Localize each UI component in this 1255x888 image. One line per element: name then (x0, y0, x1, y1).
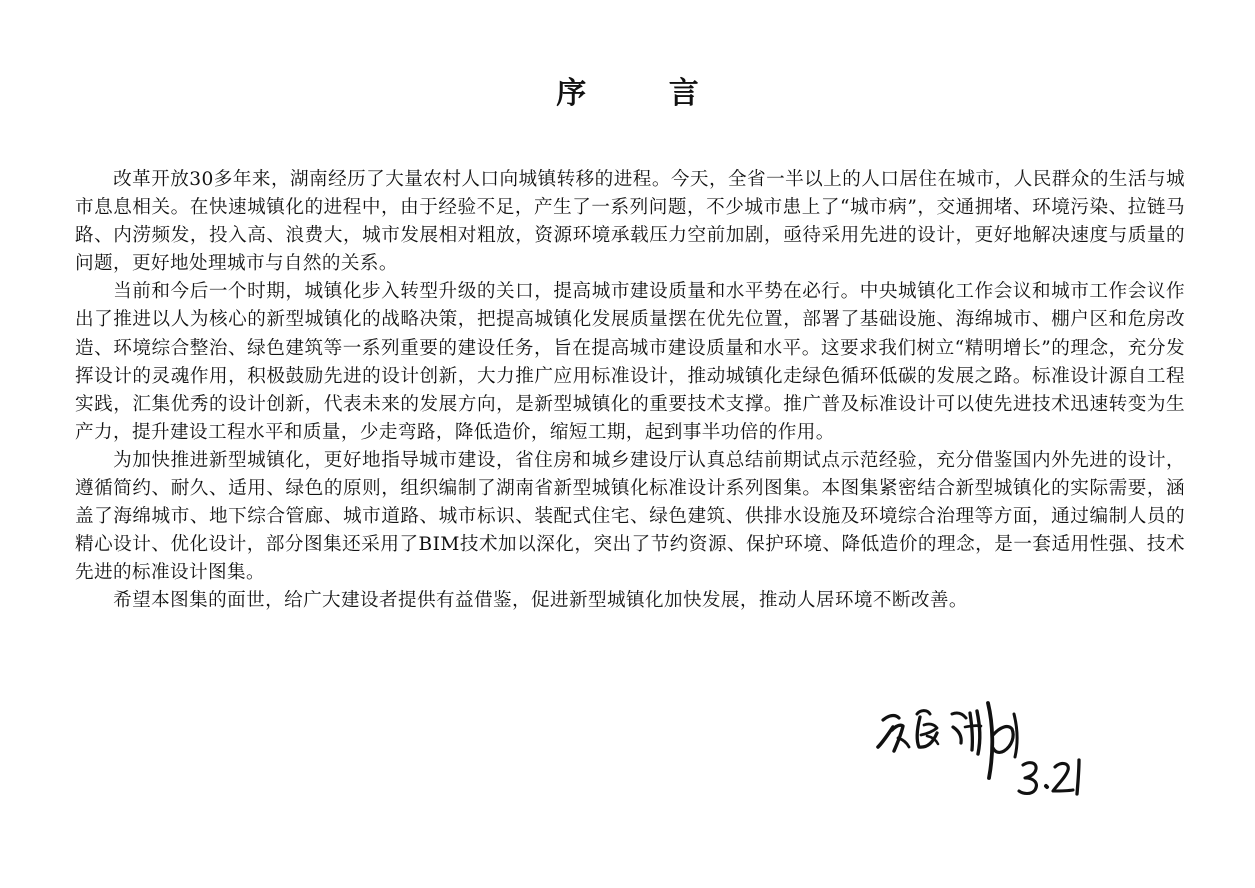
page-title: 序 言 (556, 76, 735, 111)
preface-paragraph-4: 希望本图集的面世，给广大建设者提供有益借鉴，促进新型城镇化加快发展，推动人居环境不断改善。 (113, 590, 968, 612)
preface-paragraph-3: 为加快推进新型城镇化，更好地指导城市建设，省住房和城乡建设厅认真总结前期试点示范经验，充分借鉴国内外先进的设计，遵循简约、耐久、适用、绿色的原则，组织编制了湖南省新型城镇化标准设计系列图集。本图集紧密结合新型城镇化的实际需要，涵盖了海绵城市、地下综合管廊、城市道路、城市标识、装配式住宅、绿色建筑、供排水设施及环境综合治理等方面，通过编制人员的精心设计、优化设计，部分图集还采用了BIM技术加以深化，突出了节约资源、保护环境、降低造价的理念，是一套适用性强、技术先进的标准设计图集。 (75, 449, 1185, 584)
preface-body (75, 166, 1185, 616)
preface-paragraph-2: 当前和今后一个时期，城镇化步入转型升级的关口，提高城市建设质量和水平势在必行。中央城镇化工作会议和城市工作会议作出了推进以人为核心的新型城镇化的战略决策，把提高城镇化发展质量摆在优先位置，部署了基础设施、海绵城市、棚户区和危房改造、环境综合整治、绿色建筑等一系列重要的建设任务，旨在提高城市建设质量和水平。这要求我们树立“精明增长”的理念，充分发挥设计的灵魂作用，积极鼓励先进的设计创新，大力推广应用标准设计，推动城镇化走绿色循环低碳的发展之路。标准设计源自工程实践，汇集优秀的设计创新，代表未来的发展方向，是新型城镇化的重要技术支撑。推广普及标准设计可以使先进技术迅速转变为生产力，提升建设工程水平和质量，少走弯路，降低造价，缩短工期，起到事半功倍的作用。 (75, 281, 1185, 443)
handwritten-signature (872, 696, 1087, 796)
preface-paragraph-1: 改革开放30多年来，湖南经历了大量农村人口向城镇转移的进程。今天，全省一半以上的人口居住在城市，人民群众的生活与城市息息相关。在快速城镇化的进程中，由于经验不足，产生了一系列问题，不少城市患上了“城市病”，交通拥堵、环境污染、拉链马路、内涝频发，投入高、浪费大，城市发展相对粗放，资源环境承载压力空前加剧，亟待采用先进的设计，更好地解决速度与质量的问题，更好地处理城市与自然的关系。 (75, 169, 1185, 275)
